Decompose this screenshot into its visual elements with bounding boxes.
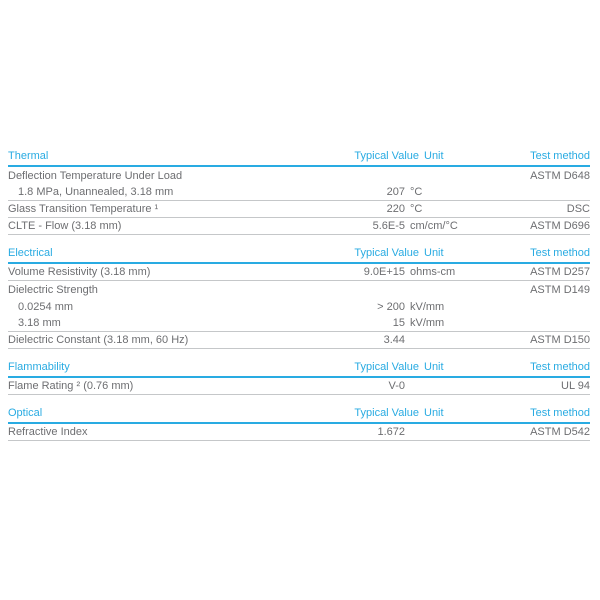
row-label: Refractive Index — [8, 426, 88, 438]
row-unit: kV/mm — [410, 300, 445, 313]
table-row — [8, 298, 590, 315]
column-header-test-method: Test method — [530, 247, 590, 259]
section-flammability — [8, 361, 590, 395]
row-value: 207 — [386, 186, 405, 198]
section-header — [8, 150, 590, 167]
row-unit: kV/mm — [410, 317, 445, 329]
row-value: 15 — [392, 317, 405, 329]
row-value: > 200 — [377, 300, 405, 313]
row-test-method: ASTM D150 — [530, 334, 590, 346]
column-header-test-method: Test method — [530, 361, 590, 373]
section-optical — [8, 407, 590, 441]
table-row — [8, 424, 590, 441]
table-row — [8, 315, 590, 332]
row-test-method: ASTM D257 — [530, 266, 590, 278]
row-value: 9.0E+15 — [363, 266, 405, 278]
material-properties-table — [8, 150, 590, 453]
column-header-unit: Unit — [424, 407, 444, 419]
section-electrical — [8, 247, 590, 349]
row-test-method: UL 94 — [561, 380, 590, 392]
row-unit: °C — [410, 186, 423, 198]
row-test-method: ASTM D149 — [530, 283, 590, 296]
table-row — [8, 201, 590, 218]
section-header — [8, 361, 590, 378]
column-header-test-method: Test method — [530, 150, 590, 162]
row-label: Dielectric Strength — [8, 283, 98, 296]
column-header-unit: Unit — [424, 150, 444, 162]
row-label: 1.8 MPa, Unannealed, 3.18 mm — [18, 186, 174, 198]
column-header-typical-value: Typical Value — [354, 361, 419, 373]
row-value: 220 — [386, 203, 405, 215]
table-row — [8, 184, 590, 201]
row-value: 1.672 — [377, 426, 405, 438]
section-header — [8, 247, 590, 264]
section-title: Thermal — [8, 150, 49, 162]
section-title: Flammability — [8, 361, 70, 373]
row-value: V-0 — [388, 380, 405, 392]
row-label: Volume Resistivity (3.18 mm) — [8, 266, 151, 278]
row-label: 0.0254 mm — [18, 300, 74, 313]
table-row — [8, 218, 590, 235]
row-label: CLTE - Flow (3.18 mm) — [8, 220, 122, 232]
column-header-test-method: Test method — [530, 407, 590, 419]
row-label: Deflection Temperature Under Load — [8, 169, 183, 182]
row-unit: °C — [410, 203, 423, 215]
row-label: Dielectric Constant (3.18 mm, 60 Hz) — [8, 334, 189, 346]
row-test-method: ASTM D542 — [530, 426, 590, 438]
column-header-typical-value: Typical Value — [354, 150, 419, 162]
table-row — [8, 332, 590, 349]
table-row — [8, 281, 590, 298]
row-test-method: DSC — [566, 203, 590, 215]
table-row — [8, 264, 590, 281]
row-test-method: ASTM D696 — [530, 220, 590, 232]
row-unit: cm/cm/°C — [410, 220, 458, 232]
column-header-unit: Unit — [424, 247, 444, 259]
row-label: Flame Rating ² (0.76 mm) — [8, 380, 134, 392]
row-value: 5.6E-5 — [372, 220, 405, 232]
row-label: Glass Transition Temperature ¹ — [8, 203, 159, 215]
table-row — [8, 167, 590, 184]
row-unit: ohms-cm — [410, 266, 456, 278]
section-title: Optical — [8, 407, 43, 419]
column-header-unit: Unit — [424, 361, 444, 373]
row-label: 3.18 mm — [18, 317, 61, 329]
column-header-typical-value: Typical Value — [354, 407, 419, 419]
column-header-typical-value: Typical Value — [354, 247, 419, 259]
section-header — [8, 407, 590, 424]
row-test-method: ASTM D648 — [530, 169, 590, 182]
table-row — [8, 378, 590, 395]
row-value: 3.44 — [383, 334, 405, 346]
section-thermal — [8, 150, 590, 235]
section-title: Electrical — [8, 247, 53, 259]
